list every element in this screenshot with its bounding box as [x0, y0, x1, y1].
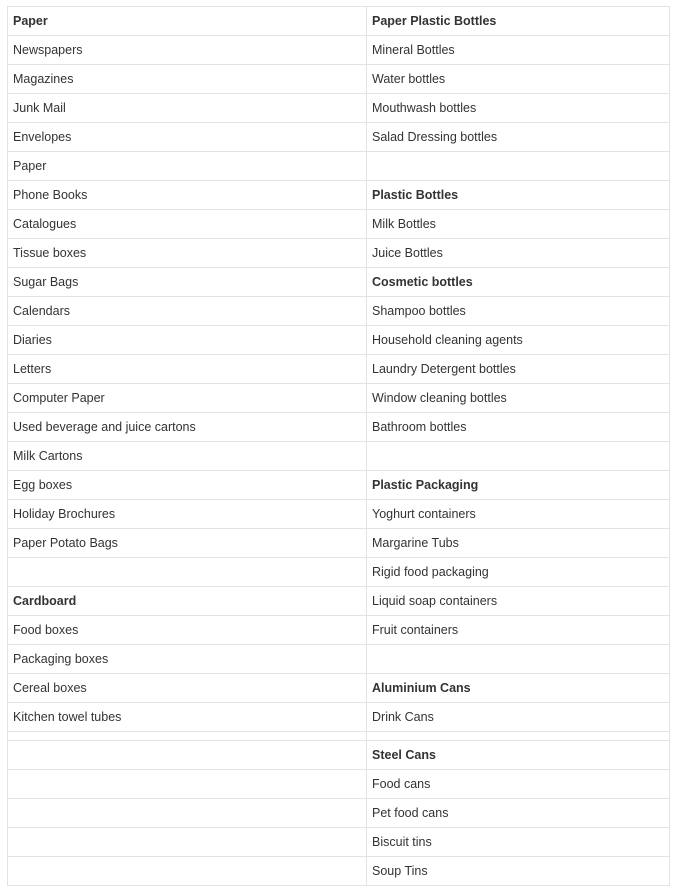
table-cell-plastic-column: Juice Bottles: [367, 239, 670, 268]
category-heading-plastic-column: Steel Cans: [367, 741, 670, 770]
table-cell-paper-column: Milk Cartons: [8, 442, 367, 471]
table-row: [8, 7, 670, 36]
table-cell-paper-column: [8, 741, 367, 770]
table-cell-plastic-column: Food cans: [367, 770, 670, 799]
table-cell-plastic-column: Water bottles: [367, 65, 670, 94]
table-cell-paper-column: Letters: [8, 355, 367, 384]
table-cell-plastic-column: [367, 442, 670, 471]
table-row: [8, 413, 670, 442]
table-cell-plastic-column: Bathroom bottles: [367, 413, 670, 442]
table-cell-plastic-column: Fruit containers: [367, 616, 670, 645]
table-row: [8, 587, 670, 616]
table-row: [8, 500, 670, 529]
table-row: [8, 442, 670, 471]
table-row: [8, 123, 670, 152]
table-row: [8, 529, 670, 558]
table-cell-paper-column: [8, 558, 367, 587]
table-row: [8, 94, 670, 123]
table-row: [8, 828, 670, 857]
table-cell-paper-column: Packaging boxes: [8, 645, 367, 674]
category-heading-plastic-column: Paper Plastic Bottles: [367, 7, 670, 36]
table-cell-paper-column: Phone Books: [8, 181, 367, 210]
table-row: [8, 239, 670, 268]
table-row: [8, 36, 670, 65]
table-row: [8, 152, 670, 181]
table-cell-plastic-column: Mouthwash bottles: [367, 94, 670, 123]
table-cell-paper-column: Egg boxes: [8, 471, 367, 500]
table-row: [8, 297, 670, 326]
table-row: [8, 732, 670, 741]
table-cell-plastic-column: Mineral Bottles: [367, 36, 670, 65]
table-cell-paper-column: Magazines: [8, 65, 367, 94]
table-row: [8, 703, 670, 732]
table-cell-plastic-column: [367, 152, 670, 181]
table-cell-plastic-column: Yoghurt containers: [367, 500, 670, 529]
table-cell-plastic-column: Salad Dressing bottles: [367, 123, 670, 152]
table-cell-paper-column: Paper: [8, 152, 367, 181]
table-cell-plastic-column: Biscuit tins: [367, 828, 670, 857]
table-row: [8, 799, 670, 828]
table-row: [8, 384, 670, 413]
table-cell-plastic-column: Liquid soap containers: [367, 587, 670, 616]
table-cell-paper-column: Sugar Bags: [8, 268, 367, 297]
table-row: [8, 770, 670, 799]
table-cell-paper-column: Computer Paper: [8, 384, 367, 413]
table-cell-plastic-column: Rigid food packaging: [367, 558, 670, 587]
table-cell-paper-column: Cereal boxes: [8, 674, 367, 703]
table-cell-paper-column: Newspapers: [8, 36, 367, 65]
table-cell-plastic-column: Margarine Tubs: [367, 529, 670, 558]
category-heading-plastic-column: Plastic Packaging: [367, 471, 670, 500]
table-cell-paper-column: Food boxes: [8, 616, 367, 645]
table-row: [8, 326, 670, 355]
table-cell-paper-column: Used beverage and juice cartons: [8, 413, 367, 442]
table-row: [8, 645, 670, 674]
category-heading-plastic-column: Aluminium Cans: [367, 674, 670, 703]
table-cell-paper-column: Envelopes: [8, 123, 367, 152]
table-cell-paper-column: [8, 799, 367, 828]
table-row: [8, 616, 670, 645]
table-cell-plastic-column: Milk Bottles: [367, 210, 670, 239]
recycling-table-body: [8, 7, 670, 886]
table-row: [8, 268, 670, 297]
table-row: [8, 674, 670, 703]
category-heading-paper-column: Paper: [8, 7, 367, 36]
table-cell-paper-column: [8, 857, 367, 886]
category-heading-paper-column: Cardboard: [8, 587, 367, 616]
table-cell-plastic-column: Laundry Detergent bottles: [367, 355, 670, 384]
category-heading-plastic-column: Cosmetic bottles: [367, 268, 670, 297]
table-row: [8, 210, 670, 239]
table-row: [8, 355, 670, 384]
table-row: [8, 65, 670, 94]
table-cell-paper-column: Tissue boxes: [8, 239, 367, 268]
recycling-table: [7, 6, 670, 886]
table-cell-paper-column: Junk Mail: [8, 94, 367, 123]
table-cell-plastic-column: Soup Tins: [367, 857, 670, 886]
table-cell-plastic-column: Window cleaning bottles: [367, 384, 670, 413]
table-cell-plastic-column: Pet food cans: [367, 799, 670, 828]
table-cell-plastic-column: [367, 645, 670, 674]
table-cell-plastic-column: [367, 732, 670, 741]
table-cell-paper-column: Catalogues: [8, 210, 367, 239]
category-heading-plastic-column: Plastic Bottles: [367, 181, 670, 210]
table-row: [8, 558, 670, 587]
table-row: [8, 857, 670, 886]
table-cell-paper-column: Calendars: [8, 297, 367, 326]
table-cell-plastic-column: Household cleaning agents: [367, 326, 670, 355]
table-row: [8, 471, 670, 500]
table-row: [8, 741, 670, 770]
table-row: [8, 181, 670, 210]
table-cell-paper-column: [8, 828, 367, 857]
table-cell-paper-column: Diaries: [8, 326, 367, 355]
table-cell-paper-column: Holiday Brochures: [8, 500, 367, 529]
table-cell-plastic-column: Drink Cans: [367, 703, 670, 732]
table-cell-paper-column: Paper Potato Bags: [8, 529, 367, 558]
table-cell-paper-column: [8, 732, 367, 741]
table-cell-paper-column: Kitchen towel tubes: [8, 703, 367, 732]
table-cell-paper-column: [8, 770, 367, 799]
table-cell-plastic-column: Shampoo bottles: [367, 297, 670, 326]
